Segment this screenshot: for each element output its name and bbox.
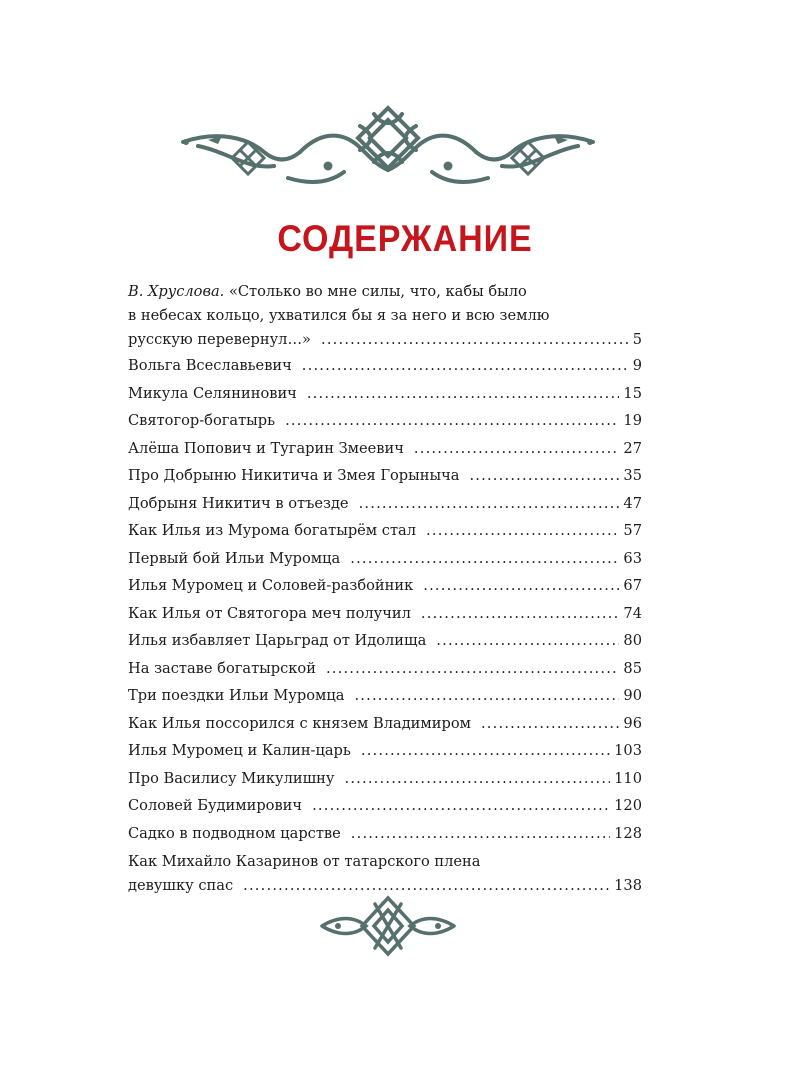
toc-entry-title: Алёша Попович и Тугарин Змеевич (128, 439, 404, 457)
dot-leader (361, 737, 610, 765)
page-number: 57 (623, 522, 642, 539)
toc-entry (128, 682, 642, 710)
dot-leader (481, 710, 619, 738)
toc-entry-title: Вольга Всеславьевич (128, 357, 292, 374)
page-number: 47 (623, 494, 642, 512)
last-entry-line-1: Как Михайло Казаринов от татарского плена (128, 853, 481, 870)
toc-entry-title: Илья Муромец и Калин-царь (128, 742, 351, 759)
toc-entries (128, 352, 642, 847)
toc-entry-title: Первый бой Ильи Муромца (128, 549, 341, 567)
dot-leader (423, 572, 619, 600)
page-number: 15 (623, 384, 642, 402)
toc-entry (128, 737, 642, 765)
dot-leader (351, 820, 610, 848)
toc-entry (128, 792, 642, 820)
dot-leader (326, 655, 619, 683)
toc-entry (128, 517, 642, 545)
toc-entry (128, 490, 642, 518)
toc-entry (128, 765, 642, 793)
toc-entry (128, 655, 642, 683)
page-number: 103 (614, 742, 642, 759)
page-number: 138 (614, 877, 642, 894)
small-knot-ornament-icon (318, 892, 458, 960)
page-number: 90 (623, 687, 642, 704)
toc-entry-title: Илья Муромец и Соловей-разбойник (128, 577, 414, 594)
page-number: 128 (614, 824, 642, 842)
page-number: 96 (623, 714, 642, 732)
dot-leader (354, 682, 619, 710)
dot-leader (421, 600, 620, 628)
toc-entry (128, 462, 642, 490)
toc-entry-title: Микула Селянинович (128, 384, 297, 402)
toc-entry (128, 572, 642, 600)
toc-entry (128, 710, 642, 738)
toc-entry-title: Соловей Будимирович (128, 797, 303, 814)
toc-entry-title: Три поездки Ильи Муромца (128, 687, 345, 704)
page-number: 120 (614, 797, 642, 814)
toc-entry-title: Добрыня Никитич в отъезде (128, 494, 349, 512)
toc-entry (128, 545, 642, 573)
toc-entry-title: Илья избавляет Царьград от Идолища (128, 632, 427, 649)
page-number: 80 (623, 632, 642, 649)
page-number: 74 (623, 604, 642, 622)
intro-line-3: русскую перевернул…» (128, 331, 311, 348)
toc-entry-title: Как Илья от Святогора меч получил (128, 604, 411, 622)
toc-entry (128, 600, 642, 628)
toc-entry (128, 380, 642, 408)
page-number: 35 (623, 467, 642, 484)
toc-entry (128, 407, 642, 435)
toc-entry-title: Как Илья из Мурома богатырём стал (128, 522, 417, 539)
toc-intro-entry (128, 280, 642, 352)
toc-entry-title: Святогор-богатырь (128, 412, 276, 429)
dot-leader (350, 545, 619, 573)
last-entry-line-2: девушку спас (128, 877, 234, 894)
toc-entry (128, 352, 642, 380)
dot-leader (302, 352, 628, 380)
dot-leader (414, 435, 620, 463)
intro-author: В. Хруслова. (128, 283, 225, 300)
page-number: 9 (632, 357, 642, 374)
toc-entry-title: Про Добрыню Никитича и Змея Горыныча (128, 467, 460, 484)
toc-entry (128, 820, 642, 848)
toc-entry-title: Садко в подводном царстве (128, 824, 341, 842)
table-of-contents (128, 280, 642, 898)
toc-entry (128, 627, 642, 655)
page-title: СОДЕРЖАНИЕ (277, 218, 533, 259)
page-number: 110 (614, 769, 642, 787)
page-number: 27 (623, 439, 642, 457)
dot-leader (285, 407, 619, 435)
page-number: 63 (623, 549, 642, 567)
dot-leader (321, 328, 628, 352)
celtic-knot-ornament-icon (178, 100, 598, 200)
toc-entry-title: Про Василису Микулишну (128, 769, 335, 787)
toc-entry (128, 435, 642, 463)
page-number: 19 (623, 412, 642, 429)
page-number: 67 (623, 577, 642, 594)
dot-leader (344, 765, 610, 793)
toc-last-entry (128, 850, 642, 898)
dot-leader (307, 380, 620, 408)
page-number: 85 (623, 659, 642, 677)
dot-leader (312, 792, 610, 820)
intro-line-2: в небесах кольцо, ухватился бы я за него и всю землю (128, 307, 550, 324)
page-number: 5 (632, 331, 642, 348)
dot-leader (469, 462, 619, 490)
dot-leader (436, 627, 619, 655)
toc-entry-title: Как Илья поссорился с князем Владимиром (128, 714, 471, 732)
intro-line-1: «Столько во мне силы, что, кабы было (228, 283, 527, 300)
dot-leader (359, 490, 620, 518)
dot-leader (426, 517, 619, 545)
toc-entry-title: На заставе богатырской (128, 659, 316, 677)
